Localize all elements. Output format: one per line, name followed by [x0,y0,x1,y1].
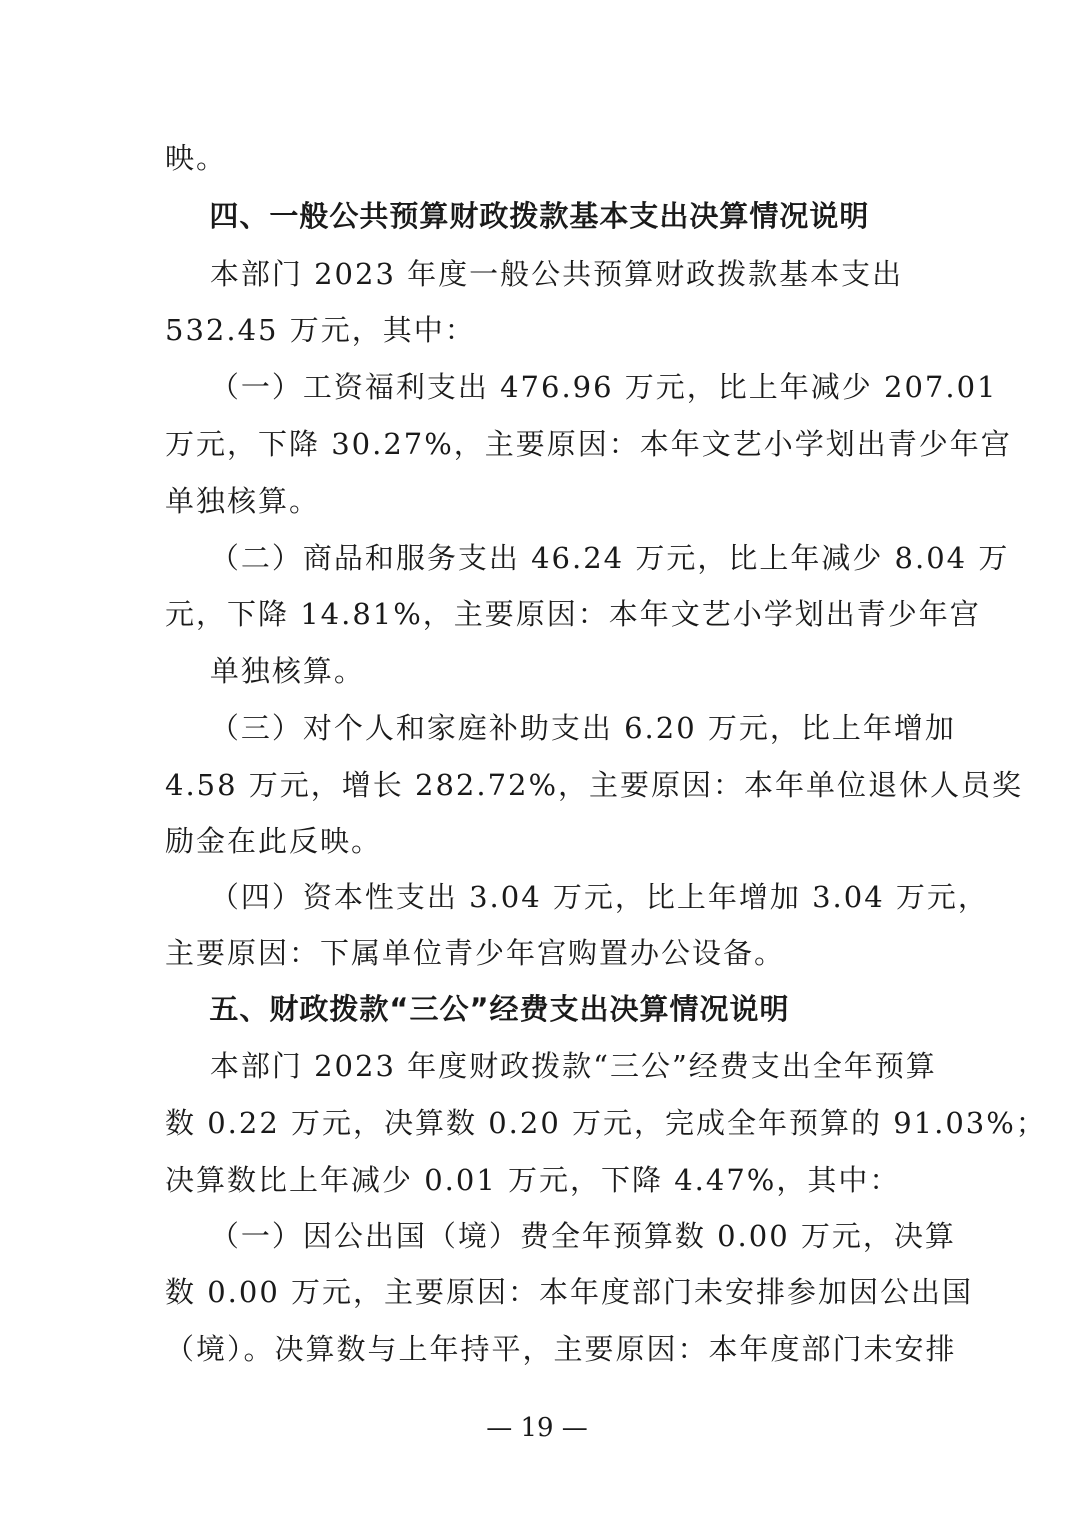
body-text-line: 励金在此反映。 [165,824,383,858]
body-text-line: 主要原因：下属单位青少年宫购置办公设备。 [165,936,786,970]
body-text-line: 本部门 2023 年度财政拨款“三公”经费支出全年预算 [165,1049,937,1083]
body-text-line: 数 0.22 万元，决算数 0.20 万元，完成全年预算的 91.03%； [165,1106,1047,1140]
body-text-line: （二）商品和服务支出 46.24 万元，比上年减少 8.04 万 [165,541,1010,575]
section-heading: 五、财政拨款“三公”经费支出决算情况说明 [165,992,790,1026]
body-text-line: 本部门 2023 年度一般公共预算财政拨款基本支出 [165,257,904,291]
body-text-line: 单独核算。 [165,654,365,688]
body-text-line: 映。 [165,141,228,175]
body-text-line: （一）工资福利支出 476.96 万元，比上年减少 207.01 [165,370,998,404]
body-text-line: 单独核算。 [165,484,321,518]
body-text-line: 数 0.00 万元，主要原因：本年度部门未安排参加因公出国 [165,1275,974,1309]
body-text-line: （三）对个人和家庭补助支出 6.20 万元，比上年增加 [165,711,956,745]
body-text-line: 4.58 万元，增长 282.72%，主要原因：本年单位退休人员奖 [165,768,1024,802]
body-text-line: 元，下降 14.81%，主要原因：本年文艺小学划出青少年宫 [165,597,981,631]
body-text-line: 532.45 万元，其中： [165,313,476,347]
page-number: — 19 — [486,1413,588,1443]
body-text-line: 万元，下降 30.27%，主要原因：本年文艺小学划出青少年宫 [165,427,1012,461]
section-heading: 四、一般公共预算财政拨款基本支出决算情况说明 [165,199,870,233]
body-text-line: 决算数比上年减少 0.01 万元，下降 4.47%，其中： [165,1163,901,1197]
body-text-line: （境）。决算数与上年持平，主要原因：本年度部门未安排 [165,1332,957,1366]
body-text-line: （一）因公出国（境）费全年预算数 0.00 万元，决算 [165,1219,956,1253]
body-text-line: （四）资本性支出 3.04 万元，比上年增加 3.04 万元， [165,880,989,914]
